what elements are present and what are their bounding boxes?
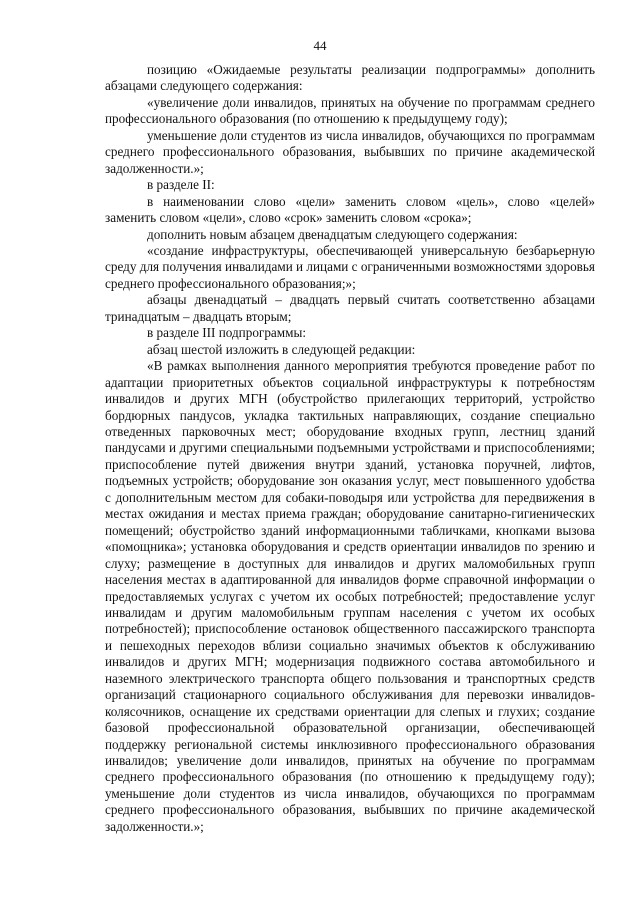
paragraph: в разделе II: (147, 177, 215, 193)
paragraph: «создание инфраструктуры, обеспечивающей универсальную безбарьерную среду для получения инвалидами и лицами с ограниченными возможностями здоровья среднего профессионального образования;»; (105, 242, 595, 291)
document-body (105, 62, 595, 835)
paragraph: дополнить новым абзацем двенадцатым следующего содержания: (147, 226, 518, 242)
paragraph: в наименовании слово «цели» заменить словом «цель», слово «целей» заменить словом «цели», слово «срок» заменить словом «срока»; (105, 193, 595, 226)
paragraph: абзац шестой изложить в следующей редакции: (147, 341, 416, 357)
paragraph: в разделе III подпрограммы: (147, 325, 307, 341)
paragraph: уменьшение доли студентов из числа инвалидов, обучающихся по программам среднего профессионального образования, выбывших по причине академической задолженности.»; (105, 127, 595, 176)
paragraph: абзацы двенадцатый – двадцать первый считать соответственно абзацами тринадцатым – двадцать вторым; (105, 292, 595, 324)
page-number: 44 (313, 38, 327, 53)
paragraph: «В рамках выполнения данного мероприятия требуются проведение работ по адаптации приоритетных объектов социальной инфраструктуры к потребностям инвалидов и других МГН (обустройство прилегающих территорий, устройство бордюрных пандусов, укладка тактильных направляющих, создание специально отведенных парковочных мест; оборудование входных групп, лестниц зданий пандусами и другими специальными подъемными устройствами и приспособлениями; приспособление путей движения внутри зданий, установка поручней, лифтов, подъемных устройств; оборудование зон оказания услуг, мест повышенного удобства с дополнительным местом для собаки-поводыря или устройства для передвижения в местах ожидания и местах приема граждан; оборудование санитарно-гигиенических помещений; обустройство зданий информационными табличками, кнопками вызова «помощника»; установка оборудования и средств ориентации инвалидов по зрению и слуху; размещение в доступных для инвалидов и других маломобильных групп населения местах в адаптированной для инвалидов форме справочной информации о предоставляемых услугах с учетом их особых потребностей; предоставление услуг инвалидам и другим маломобильным группам населения с учетом их особых потребностей); приспособление остановок общественного пассажирского транспорта и пешеходных переходов вблизи социально значимых объектов к обслуживанию инвалидов и других МГН; модернизация подвижного состава автомобильного и наземного электрического транспорта общего пользования и транспортных средств организаций стационарного социального обслуживания для перевозки инвалидов-колясочников, оснащение их средствами ориентации для слепых и глухих; создание базовой профессиональной образовательной организации, обеспечивающей поддержку региональной системы инклюзивного профессионального образования инвалидов; увеличение доли инвалидов, принятых на обучение по программам среднего профессионального образования (по отношению к предыдущему году); уменьшение доли студентов из числа инвалидов, обучающихся по программам среднего профессионального образования, выбывших по причине академической задолженности.»; (105, 358, 595, 834)
paragraph: позицию «Ожидаемые результаты реализации подпрограммы» дополнить абзацами следующего содержания: (105, 62, 595, 94)
paragraph: «увеличение доли инвалидов, принятых на обучение по программам среднего профессионального образования (по отношению к предыдущему году); (105, 94, 595, 127)
